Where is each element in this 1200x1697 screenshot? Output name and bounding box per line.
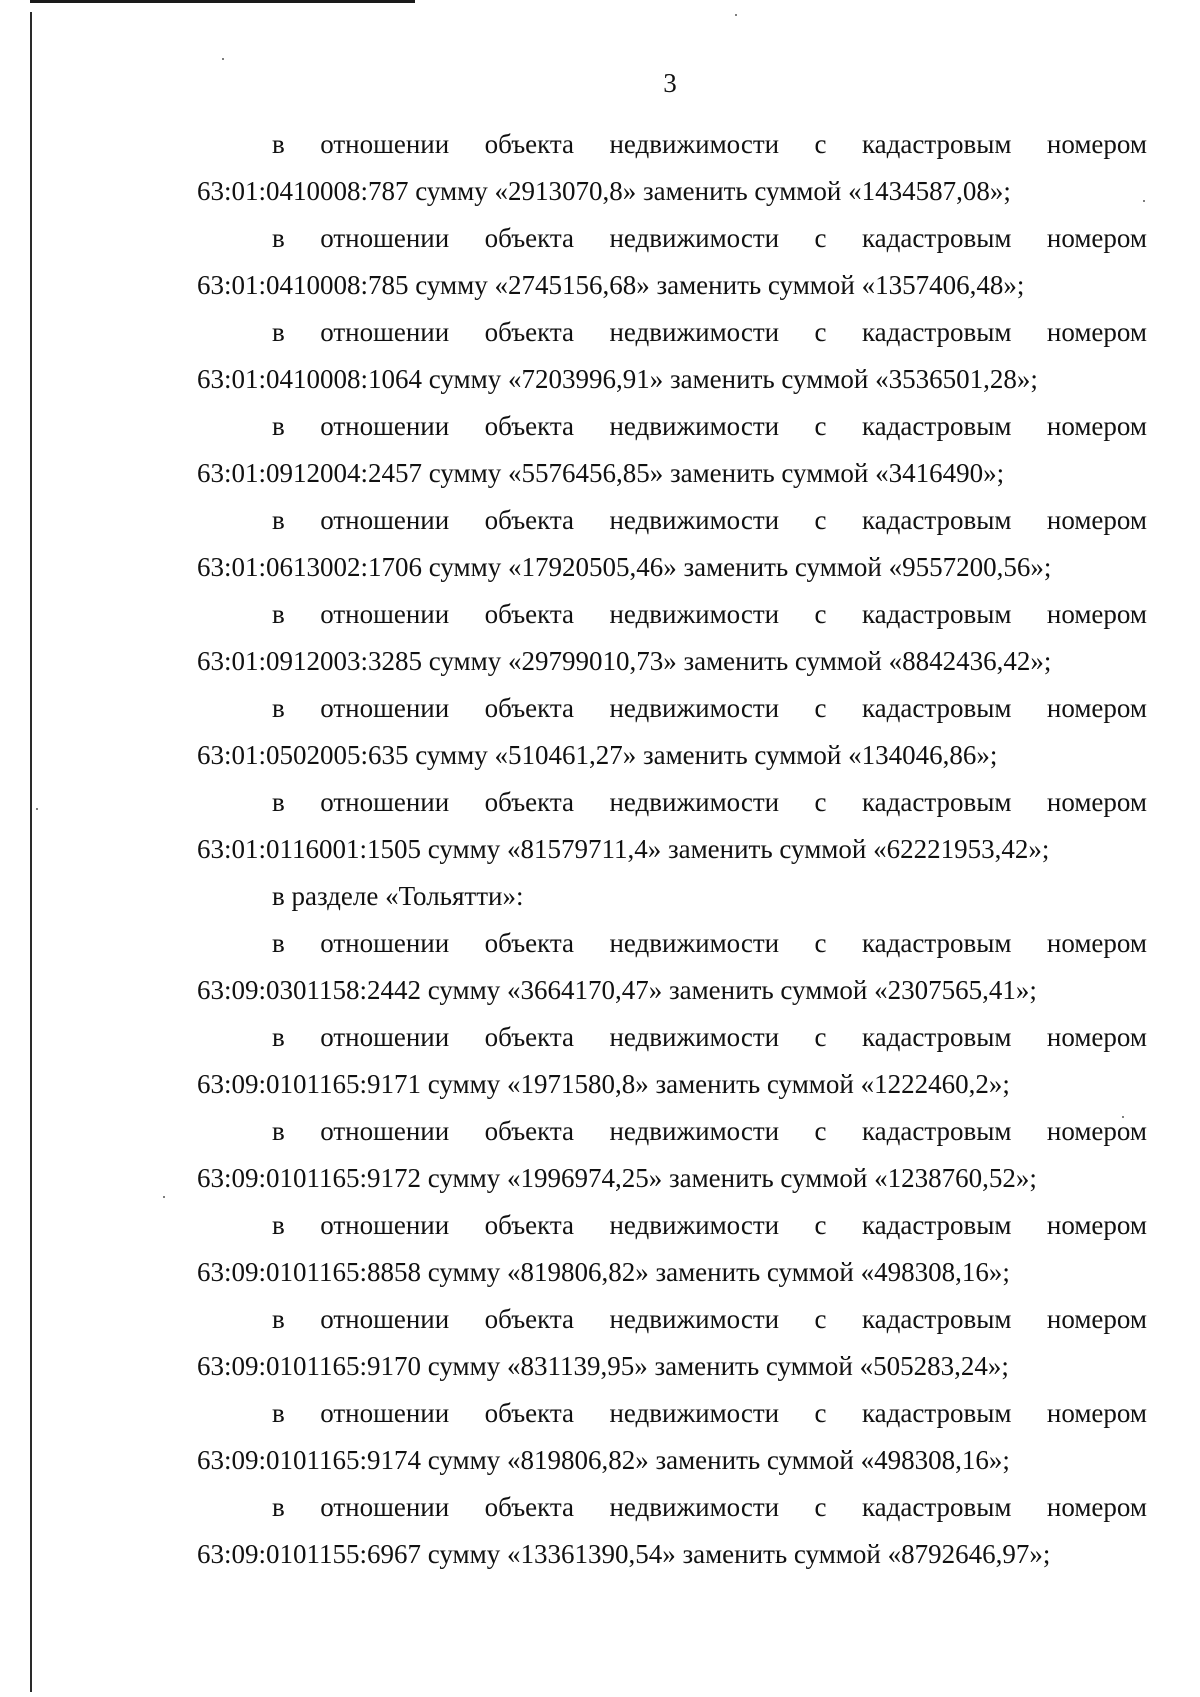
entry-detail-line: 63:01:0410008:785 сумму «2745156,68» заменить суммой «1357406,48»; [197,270,1025,300]
entry-lead-line: в отношении объекта недвижимости с кадастровым номером [272,1492,1147,1522]
document-body [197,121,1147,1578]
scan-speck [222,58,224,60]
amendment-entry [197,215,1147,309]
entry-lead-line: в отношении объекта недвижимости с кадастровым номером [272,505,1147,535]
amendment-entry [197,1014,1147,1108]
amendment-entry [197,685,1147,779]
entry-detail-line: 63:01:0116001:1505 сумму «81579711,4» заменить суммой «62221953,42»; [197,834,1050,864]
amendment-entry [197,1390,1147,1484]
section-heading-togliatti: в разделе «Тольятти»: [272,881,524,911]
entry-detail-line: 63:09:0101165:8858 сумму «819806,82» заменить суммой «498308,16»; [197,1257,1010,1287]
entry-detail-line: 63:09:0101165:9170 сумму «831139,95» заменить суммой «505283,24»; [197,1351,1009,1381]
scan-edge-top [30,0,415,3]
amendment-entry [197,403,1147,497]
entry-detail-line: 63:09:0101165:9172 сумму «1996974,25» заменить суммой «1238760,52»; [197,1163,1037,1193]
entry-lead-line: в отношении объекта недвижимости с кадастровым номером [272,129,1147,159]
amendment-entry [197,1484,1147,1578]
scan-speck [36,808,38,810]
entry-lead-line: в отношении объекта недвижимости с кадастровым номером [272,411,1147,441]
entry-lead-line: в отношении объекта недвижимости с кадастровым номером [272,599,1147,629]
entry-lead-line: в отношении объекта недвижимости с кадастровым номером [272,1398,1147,1428]
amendment-entry [197,1296,1147,1390]
entry-detail-line: 63:01:0410008:1064 сумму «7203996,91» заменить суммой «3536501,28»; [197,364,1038,394]
entry-lead-line: в отношении объекта недвижимости с кадастровым номером [272,787,1147,817]
amendment-entry [197,591,1147,685]
entry-detail-line: 63:09:0101155:6967 сумму «13361390,54» заменить суммой «8792646,97»; [197,1539,1051,1569]
entry-lead-line: в отношении объекта недвижимости с кадастровым номером [272,223,1147,253]
entry-detail-line: 63:01:0912003:3285 сумму «29799010,73» заменить суммой «8842436,42»; [197,646,1052,676]
entry-detail-line: 63:01:0912004:2457 сумму «5576456,85» заменить суммой «3416490»; [197,458,1005,488]
entry-lead-line: в отношении объекта недвижимости с кадастровым номером [272,1304,1147,1334]
amendment-entry [197,121,1147,215]
entry-detail-line: 63:09:0301158:2442 сумму «3664170,47» заменить суммой «2307565,41»; [197,975,1037,1005]
amendment-entry [197,1108,1147,1202]
page-number: 3 [663,68,677,98]
entry-detail-line: 63:09:0101165:9174 сумму «819806,82» заменить суммой «498308,16»; [197,1445,1010,1475]
entry-lead-line: в отношении объекта недвижимости с кадастровым номером [272,1210,1147,1240]
scan-speck [163,1196,165,1198]
entry-lead-line: в отношении объекта недвижимости с кадастровым номером [272,928,1147,958]
entry-lead-line: в отношении объекта недвижимости с кадастровым номером [272,693,1147,723]
amendment-entry [197,309,1147,403]
entry-detail-line: 63:09:0101165:9171 сумму «1971580,8» заменить суммой «1222460,2»; [197,1069,1010,1099]
entry-lead-line: в отношении объекта недвижимости с кадастровым номером [272,1116,1147,1146]
amendment-entry [197,1202,1147,1296]
amendment-entry [197,779,1147,873]
amendment-entry [197,497,1147,591]
amendment-entry [197,920,1147,1014]
entry-lead-line: в отношении объекта недвижимости с кадастровым номером [272,317,1147,347]
entry-detail-line: 63:01:0502005:635 сумму «510461,27» заменить суммой «134046,86»; [197,740,998,770]
entry-detail-line: 63:01:0410008:787 сумму «2913070,8» заменить суммой «1434587,08»; [197,176,1011,206]
entry-detail-line: 63:01:0613002:1706 сумму «17920505,46» заменить суммой «9557200,56»; [197,552,1052,582]
scan-speck [735,14,737,16]
scan-edge-left [30,12,32,1692]
entry-lead-line: в отношении объекта недвижимости с кадастровым номером [272,1022,1147,1052]
